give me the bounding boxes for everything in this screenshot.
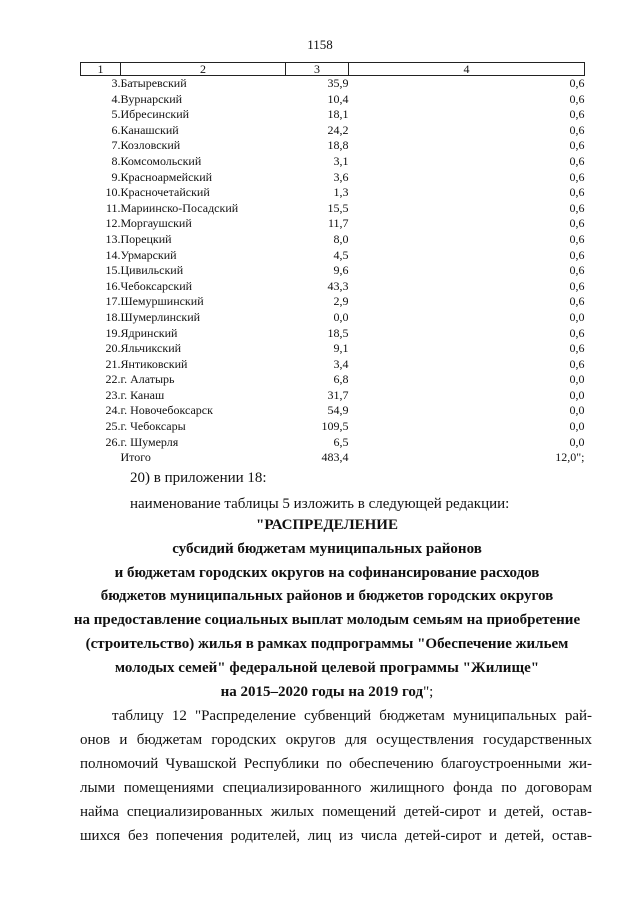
value-cell: 15,5: [327, 200, 349, 215]
column-header-4: 4: [349, 63, 585, 76]
heading-line-8-text: на 2015–2020 годы на 2019 год: [220, 684, 424, 700]
subsidy-cell: 0,0: [569, 403, 585, 418]
district-name: Цивильский: [120, 263, 184, 278]
row-number: 19.: [105, 325, 121, 340]
subsidy-cell: 0,6: [569, 169, 585, 184]
table-row: [81, 279, 585, 295]
district-name: г. Шумерля: [120, 434, 179, 449]
table-row: [81, 388, 585, 404]
district-name: Канашский: [120, 122, 179, 137]
subsidy-cell: 0,6: [569, 216, 585, 231]
value-cell: 18,8: [327, 138, 349, 153]
value-cell: 0,0: [333, 309, 349, 324]
subsidy-cell: 0,6: [569, 294, 585, 309]
table-row: [81, 248, 585, 264]
value-cell: 4,5: [333, 247, 349, 262]
subsidy-cell: 0,6: [569, 91, 585, 106]
item-20-text: наименование таблицы 5 изложить в следующей редакции:: [130, 496, 510, 512]
value-cell: 9,1: [333, 341, 349, 356]
subsidy-cell: 0,6: [569, 200, 585, 215]
body-line-6: шихся без попечения родителей, лиц из числа детей-сирот и детей, остав-: [80, 828, 592, 844]
subsidy-cell: 0,0: [569, 419, 585, 434]
table-row: [81, 154, 585, 170]
district-name: Красночетайский: [120, 185, 210, 200]
district-name: Урмарский: [120, 247, 177, 262]
subsidy-cell: 0,0: [569, 387, 585, 402]
table-row: [81, 138, 585, 154]
value-cell: 2,9: [333, 294, 349, 309]
total-row: [81, 450, 585, 466]
value-cell: 1,3: [333, 185, 349, 200]
subsidy-cell: 0,6: [569, 107, 585, 122]
table-row: [81, 310, 585, 326]
row-number: 14.: [105, 247, 121, 262]
value-cell: 6,5: [333, 434, 349, 449]
subsidy-cell: 0,6: [569, 231, 585, 246]
table-row: [81, 372, 585, 388]
value-cell: 11,7: [327, 216, 349, 231]
subsidy-cell: 0,6: [569, 122, 585, 137]
row-number: 13.: [105, 231, 121, 246]
column-header-1: 1: [81, 63, 121, 76]
table-row: [81, 201, 585, 217]
subsidy-cell: 0,6: [569, 263, 585, 278]
table-row: [81, 341, 585, 357]
table-row: [81, 76, 585, 92]
row-number: 8.: [111, 153, 121, 168]
district-name: Шумерлинский: [120, 309, 201, 324]
value-cell: 18,1: [327, 107, 349, 122]
body-line-3: полномочий Чувашской Республики по обеспечению благоустроенными жи-: [80, 756, 592, 772]
row-number: 4.: [111, 91, 121, 106]
row-number: 26.: [105, 434, 121, 449]
table-row: [81, 185, 585, 201]
subsidy-cell: 0,6: [569, 356, 585, 371]
subsidy-cell: 0,0: [569, 372, 585, 387]
row-number: 3.: [111, 76, 121, 90]
subsidy-cell: 0,0: [569, 309, 585, 324]
subsidy-cell: 0,6: [569, 278, 585, 293]
item-20: 20) в приложении 18:: [130, 470, 267, 486]
value-cell: 3,6: [333, 169, 349, 184]
value-cell: 3,4: [333, 356, 349, 371]
total-value: 483,4: [321, 450, 349, 465]
heading-line-1: "РАСПРЕДЕЛЕНИЕ: [256, 517, 398, 533]
subsidy-cell: 0,6: [569, 76, 585, 90]
table-row: [81, 92, 585, 108]
district-name: Шемуршинский: [120, 294, 204, 309]
table-row: [81, 435, 585, 451]
subsidy-cell: 0,6: [569, 153, 585, 168]
value-cell: 6,8: [333, 372, 349, 387]
row-number: 9.: [111, 169, 121, 184]
district-name: Чебоксарский: [120, 278, 193, 293]
subsidy-cell: 0,6: [569, 247, 585, 262]
table-row: [81, 107, 585, 123]
total-blank: [81, 450, 121, 466]
district-name: Батыревский: [120, 76, 187, 90]
district-name: Красноармейский: [120, 169, 213, 184]
district-name: Ибресинский: [120, 107, 190, 122]
body-line-5: найма специализированных жилых помещений детей-сирот и детей, остав-: [80, 804, 592, 820]
value-cell: 54,9: [327, 403, 349, 418]
district-name: Яльчикский: [120, 341, 182, 356]
row-number: 17.: [105, 294, 121, 309]
subsidy-cell: 0,6: [569, 341, 585, 356]
value-cell: 35,9: [327, 76, 349, 90]
heading-line-8: [72, 684, 582, 701]
district-name: Моргаушский: [120, 216, 192, 231]
column-header-3: 3: [286, 63, 349, 76]
heading-line-3: и бюджетам городских округов на софинансирование расходов: [114, 565, 540, 581]
row-number: 6.: [111, 122, 121, 137]
subsidy-cell: 0,0: [569, 434, 585, 449]
row-number: 22.: [105, 372, 121, 387]
total-label: Итого: [120, 450, 151, 465]
district-name: г. Новочебоксарск: [120, 403, 213, 418]
district-name: Порецкий: [120, 231, 172, 246]
district-name: Комсомольский: [120, 153, 202, 168]
table-row: [81, 326, 585, 342]
row-number: 23.: [105, 387, 121, 402]
page-number: 1158: [307, 37, 333, 52]
district-name: Козловский: [120, 138, 181, 153]
row-number: 11.: [105, 200, 121, 215]
value-cell: 43,3: [327, 278, 349, 293]
value-cell: 9,6: [333, 263, 349, 278]
subsidy-cell: 0,6: [569, 325, 585, 340]
value-cell: 109,5: [321, 419, 349, 434]
value-cell: 8,0: [333, 231, 349, 246]
body-line-4: лыми помещениями специализированного жилищного фонда по договорам: [80, 780, 592, 796]
value-cell: 3,1: [333, 153, 349, 168]
table-row: [81, 263, 585, 279]
subsidy-table: [80, 62, 585, 466]
subsidy-cell: 0,6: [569, 185, 585, 200]
district-name: Вурнарский: [120, 91, 183, 106]
table-row: [81, 357, 585, 373]
row-number: 20.: [105, 341, 121, 356]
table-row: [81, 123, 585, 139]
body-line-1: таблицу 12 "Распределение субвенций бюджетам муниципальных рай-: [112, 708, 592, 724]
district-name: г. Алатырь: [120, 372, 175, 387]
district-name: Ядринский: [120, 325, 178, 340]
district-name: Мариинско-Посадский: [120, 200, 239, 215]
table-row: [81, 216, 585, 232]
value-cell: 24,2: [327, 122, 349, 137]
row-number: 16.: [105, 278, 121, 293]
district-name: г. Чебоксары: [120, 419, 186, 434]
table-header-row: [81, 63, 585, 76]
row-number: 10.: [105, 185, 121, 200]
column-header-2: 2: [121, 63, 286, 76]
heading-line-6: (строительство) жилья в рамках подпрограммы "Обеспечение жильем: [85, 636, 569, 652]
row-number: 5.: [111, 107, 121, 122]
subsidy-cell: 0,6: [569, 138, 585, 153]
value-cell: 18,5: [327, 325, 349, 340]
row-number: 18.: [105, 309, 121, 324]
heading-line-4: бюджетов муниципальных районов и бюджетов городских округов: [100, 588, 554, 604]
value-cell: 10,4: [327, 91, 349, 106]
row-number: 12.: [105, 216, 121, 231]
total-subsidy: 12,0";: [555, 450, 585, 465]
row-number: 7.: [111, 138, 121, 153]
heading-line-7: молодых семей" федеральной целевой программы "Жилище": [114, 660, 540, 676]
row-number: 25.: [105, 419, 121, 434]
heading-tail: ";: [423, 684, 434, 700]
heading-line-2: субсидий бюджетам муниципальных районов: [172, 541, 482, 557]
table-row: [81, 232, 585, 248]
value-cell: 31,7: [327, 387, 349, 402]
heading-line-5: на предоставление социальных выплат молодым семьям на приобретение: [73, 612, 581, 628]
district-name: Янтиковский: [120, 356, 188, 371]
row-number: 15.: [105, 263, 121, 278]
district-name: г. Канаш: [120, 387, 165, 402]
table-row: [81, 294, 585, 310]
table-row: [81, 170, 585, 186]
table-body: [81, 76, 585, 466]
table-row: [81, 419, 585, 435]
row-number: 24.: [105, 403, 121, 418]
body-line-2: онов и бюджетам городских округов для осуществления государственных: [80, 732, 592, 748]
row-number: 21.: [105, 356, 121, 371]
table-row: [81, 403, 585, 419]
